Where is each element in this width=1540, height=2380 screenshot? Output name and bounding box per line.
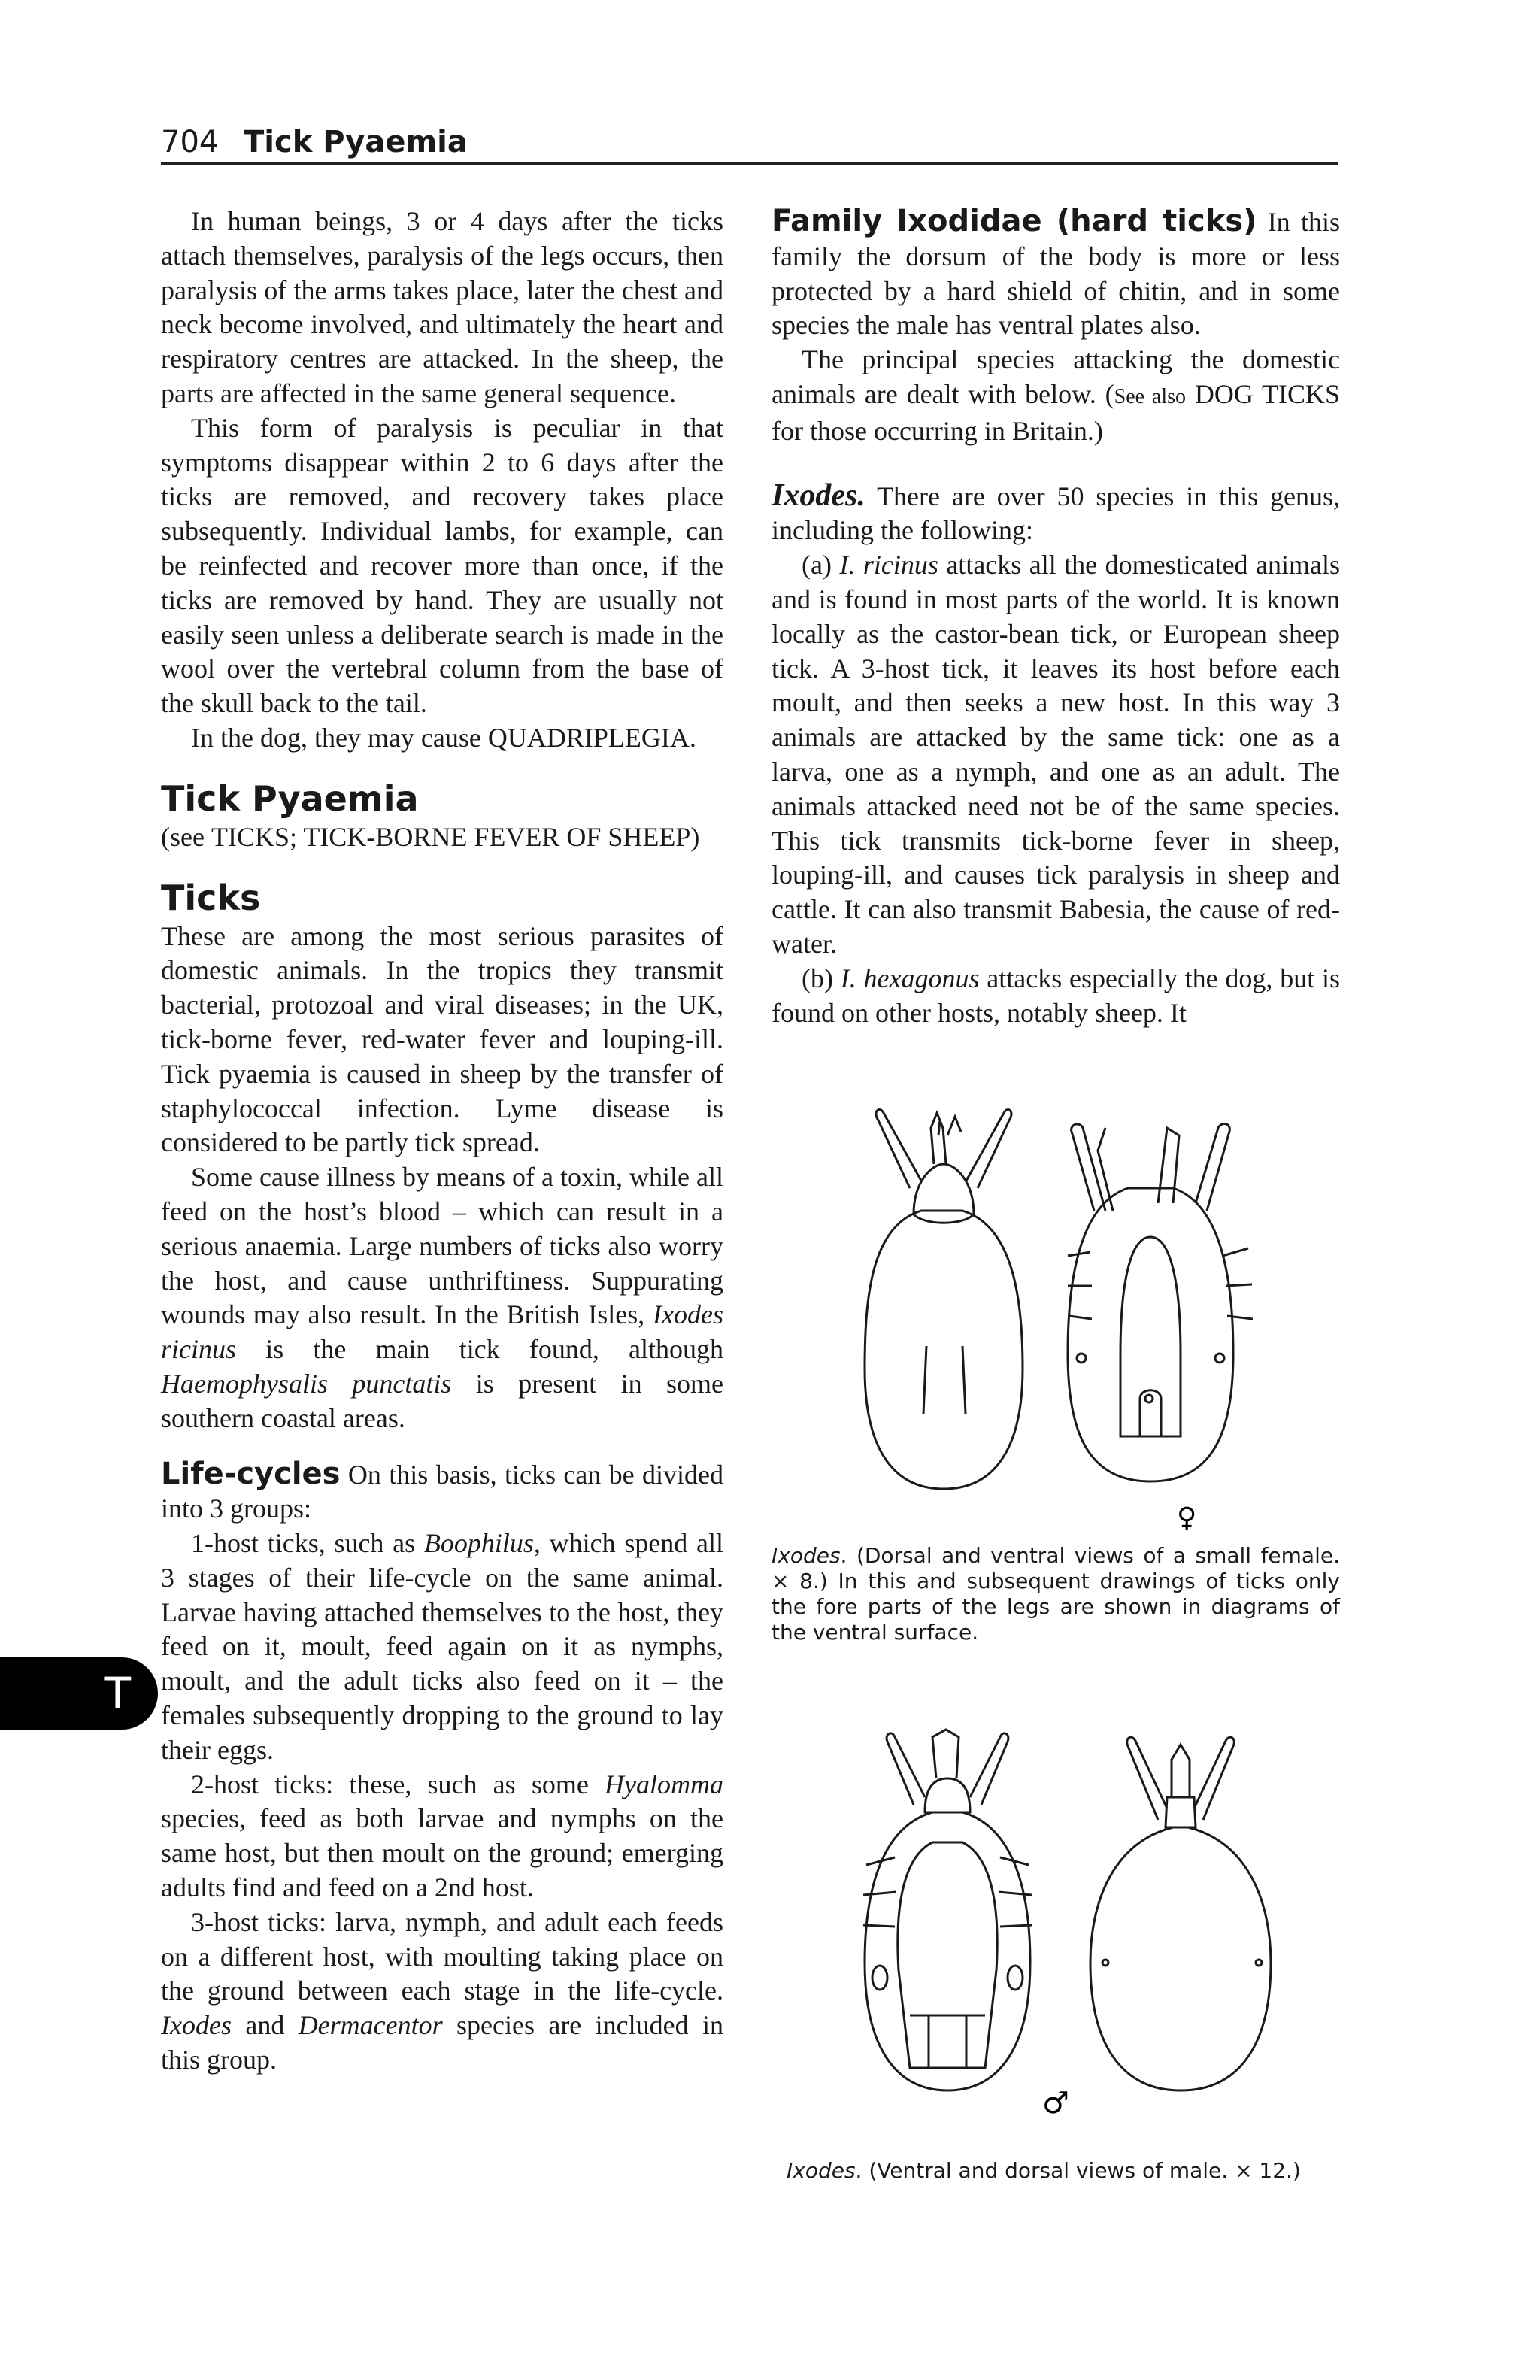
- see-also-reference: (see TICKS; TICK-BORNE FEVER OF SHEEP): [161, 821, 700, 852]
- male-ventral-view: [863, 1730, 1032, 2090]
- paragraph-ricinus: (a) I. ricinus attacks all the domesticated animals and is found in most parts of the world. It is known locally as the castor-bean tick, or European sheep tick. A 3-host tick, it leaves its host before each moult, and then seeks a new host. In this way 3 animals are attacked by the same tick: one as a larva, one as a nymph, and one as an adult. The animals attacked need not be of the same species. This tick transmits tick-borne fever in sheep, louping-ill, and causes tick paralysis in sheep and cattle. It can also transmit Babesia, the cause of red-water.: [772, 550, 1340, 959]
- paragraph-ticks-illness: Some cause illness by means of a toxin, while all feed on the host’s blood – which can result in a serious anaemia. Large numbers of ticks also worry the host, and cause unthriftiness. Suppurating wounds may also result. In the British Isles, Ixodes ricinus is the main tick found, although Haemophysalis punctatis is present in some southern coastal areas.: [161, 1162, 723, 1433]
- heading-tick-pyaemia: Tick Pyaemia: [161, 778, 419, 819]
- paragraph-1-host: 1-host ticks, such as Boophilus, which spend all 3 stages of their life-cycle on the same animal. Larvae having attached themselves to the host, they feed on it, moult, feed again on it as nymphs, moult, and the adult ticks also feed on it – the females subsequently dropping to the ground to lay their eggs.: [161, 1528, 724, 1765]
- running-header: [161, 125, 1338, 165]
- paragraph-ticks-intro: These are among the most serious parasites of domestic animals. In the tropics they transmit bacterial, protozoal and viral diseases; in the UK, tick-borne fever, red-water fever and louping-ill. Tick pyaemia is caused in sheep by the transfer of staphylococcal infection. Lyme disease is considered to be partly tick spread.: [161, 920, 723, 1158]
- paragraph-hexagonus: (b) I. hexagonus attacks especially the dog, but is found on other hosts, notably sheep. It: [772, 963, 1340, 1028]
- paragraph-human-paralysis: In human beings, 3 or 4 days after the ticks attach themselves, paralysis of the legs occurs, then paralysis of the arms takes place, later the chest and neck become involved, and ultimately the heart and respiratory centres are attacked. In the sheep, the parts are affected in the same general sequence.: [161, 206, 723, 408]
- cross-reference-link[interactable]: DOG TICKS: [1186, 378, 1341, 409]
- cross-reference-link[interactable]: TICKS; TICK-BORNE FEVER OF SHEEP: [211, 821, 691, 852]
- male-symbol: ♂: [1042, 2086, 1069, 2121]
- section-thumb-tab: [0, 1657, 158, 1730]
- figure-ixodes-male: [820, 1715, 1316, 2136]
- paragraph-paralysis-recovery: This form of paralysis is peculiar in that symptoms disappear within 2 to 6 days after the ticks are removed, and recovery takes place subsequently. Individual lambs, for example, can be reinfected and recover more than once, if the ticks are removed by hand. They are usually not easily seen unless a deliberate search is made in the wool over the vertebral column from the base of the skull back to the tail.: [161, 412, 723, 719]
- paragraph-ixodes-genus: Ixodes. There are over 50 species in this genus, including the following:: [772, 478, 1340, 546]
- figure-ixodes-female: [842, 1098, 1308, 1534]
- paragraph-dog: In the dog, they may cause QUADRIPLEGIA.: [191, 722, 696, 753]
- subheading-ixodes: Ixodes.: [772, 478, 865, 513]
- paragraph-life-cycles: Life-cycles On this basis, ticks can be divided into 3 groups:: [161, 1456, 723, 1524]
- cross-reference-link[interactable]: QUADRIPLEGIA: [487, 722, 690, 753]
- figure-caption-female: Ixodes. (Dorsal and ventral views of a small female. × 8.) In this and subsequent drawings of ticks only the fore parts of the legs are shown in diagrams of the ventral surface.: [772, 1543, 1340, 1645]
- left-column: [161, 205, 723, 2078]
- subheading-family-ixodidae: Family Ixodidae (hard ticks): [772, 204, 1257, 238]
- figure-caption-male: Ixodes. (Ventral and dorsal views of male. × 12.): [787, 2158, 1301, 2183]
- right-column: [772, 205, 1340, 1030]
- thumb-tab-letter: T: [104, 1668, 131, 1719]
- page-number: 704: [161, 125, 219, 159]
- paragraph-principal-species: The principal species attacking the domestic animals are dealt with below. (See also DOG TICKS for those occurring in Britain.): [772, 344, 1341, 446]
- paragraph-2-host: 2-host ticks: these, such as some Hyalomma species, feed as both larvae and nymphs on the same host, but then moult on the ground; emerging adults find and feed on a 2nd host.: [161, 1769, 723, 1903]
- subheading-life-cycles: Life-cycles: [161, 1456, 341, 1491]
- female-dorsal-view: [865, 1109, 1023, 1489]
- female-ventral-view: [1068, 1123, 1253, 1481]
- heading-ticks: Ticks: [161, 877, 261, 918]
- female-symbol: ♀: [1177, 1502, 1197, 1533]
- paragraph-family-ixodidae: Family Ixodidae (hard ticks) In this family the dorsum of the body is more or less protected by a hard shield of chitin, and in some species the male has ventral plates also.: [772, 204, 1340, 341]
- running-title: Tick Pyaemia: [244, 125, 468, 159]
- paragraph-3-host: 3-host ticks: larva, nymph, and adult each feeds on a different host, with moulting taking place on the ground between each stage in the life-cycle. Ixodes and Dermacentor species are included in this group.: [161, 1906, 723, 2075]
- male-dorsal-view: [1090, 1737, 1271, 2090]
